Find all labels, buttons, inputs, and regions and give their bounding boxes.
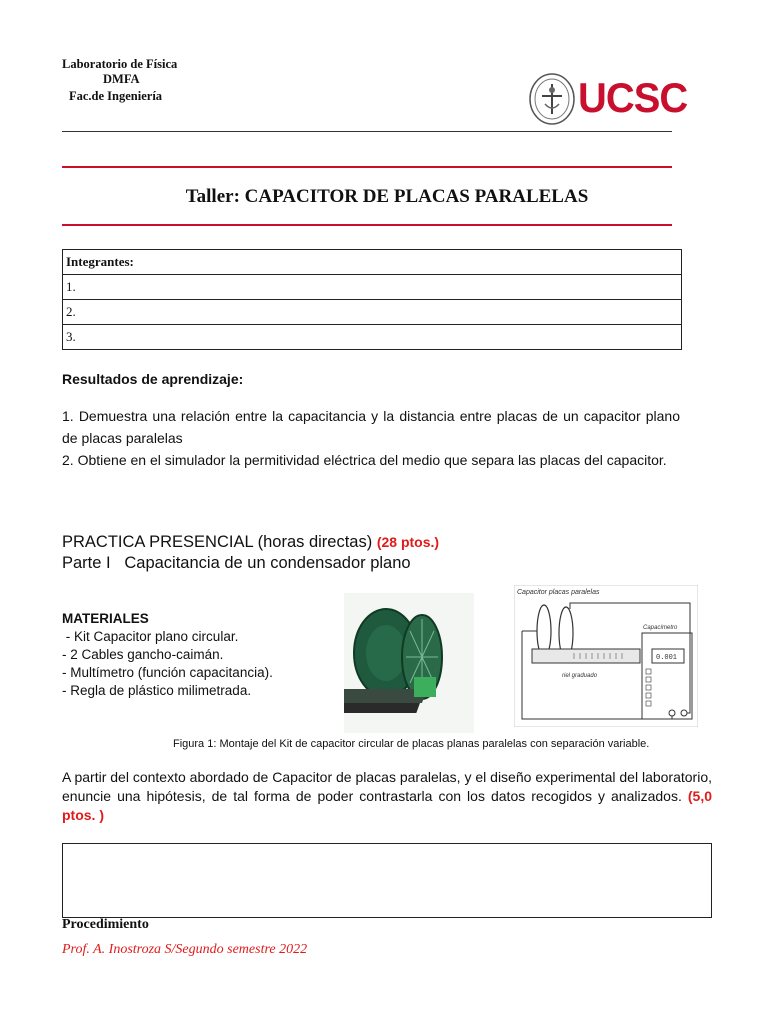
capacitor-kit-photo [344, 593, 474, 733]
members-heading: Integrantes: [63, 250, 682, 275]
learning-item-1: 1. Demuestra una relación entre la capacitancia y la distancia entre placas de un capacitor plano de placas paralelas [62, 408, 680, 446]
lab-name: Laboratorio de Física [62, 57, 178, 71]
header-divider [62, 131, 672, 132]
title-rule-bottom [62, 224, 672, 226]
hypothesis-prompt [62, 768, 712, 825]
learning-heading: Resultados de aprendizaje: [62, 371, 244, 387]
capacitor-diagram [514, 585, 698, 727]
footer-author: Prof. A. Inostroza S/Segundo semestre 2022 [62, 942, 308, 957]
university-seal-icon [528, 72, 576, 126]
faculty: Fac.de Ingeniería [69, 89, 163, 103]
members-table [62, 249, 682, 350]
material-item-4: - Regla de plástico milimetrada. [62, 683, 252, 698]
figure-caption: Figura 1: Montaje del Kit de capacitor circular de placas planas paralelas con separación variable. [173, 738, 650, 750]
diagram-title: Capacitor placas paralelas [517, 589, 600, 596]
practice-title [62, 533, 439, 552]
hypothesis-points: (5,0 ptos. ) [62, 788, 712, 823]
department: DMFA [103, 72, 140, 86]
material-item-1: - Kit Capacitor plano circular. [62, 629, 239, 644]
practice-points: (28 ptos.) [376, 534, 440, 550]
member-row-2[interactable]: 2. [63, 300, 682, 325]
procedure-heading: Procedimiento [62, 917, 149, 932]
material-item-2: - 2 Cables gancho-caimán. [62, 647, 224, 662]
part-title: Parte I Capacitancia de un condensador plano [62, 554, 411, 572]
materials-heading: MATERIALES [62, 611, 149, 626]
meter-label: Capacímetro [643, 625, 678, 631]
title-rule-top [62, 166, 672, 168]
meter-value: 0.001 [656, 654, 678, 662]
material-item-3: - Multímetro (función capacitancia). [62, 665, 273, 680]
page-title: Taller: CAPACITOR DE PLACAS PARALELAS [185, 186, 589, 207]
rail-label: riel graduado [562, 673, 598, 679]
learning-item-2: 2. Obtiene en el simulador la permitividad eléctrica del medio que separa las placas del capacitor. [62, 452, 667, 468]
practice-title-text: PRACTICA PRESENCIAL (horas directas) [62, 533, 373, 551]
member-row-3[interactable]: 3. [63, 325, 682, 350]
member-row-1[interactable]: 1. [63, 275, 682, 300]
hypothesis-text: A partir del contexto abordado de Capacitor de placas paralelas, y el diseño experimental del laboratorio, enuncie una hipótesis, de tal forma de poder contrastarla con los datos recogidos y analizados. [62, 769, 712, 804]
ucsc-logo: UCSC [578, 74, 688, 121]
hypothesis-answer-box[interactable] [62, 843, 712, 918]
